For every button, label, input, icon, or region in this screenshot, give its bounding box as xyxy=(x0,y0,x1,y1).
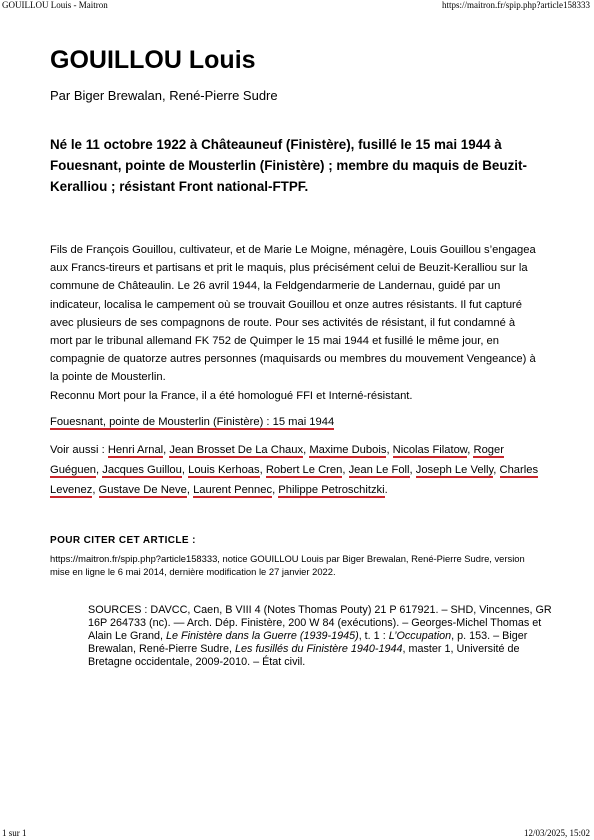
cite-heading: POUR CITER CET ARTICLE : xyxy=(50,535,196,547)
see-also-link[interactable]: Roger Guéguen xyxy=(50,443,504,477)
article-authors: Par Biger Brewalan, René-Pierre Sudre xyxy=(50,88,278,103)
see-also-section: Voir aussi : Henri Arnal, Jean Brosset De La Chaux, Maxime Dubois, Nicolas Filatow, Roger Guéguen, Jacques Guillou, Louis Kerhoas, Robert Le Cren, Jean Le Foll, Joseph Le Velly, Charles Levenez, Gustave De Neve, Laurent Pennec, Philippe Petroschitzki. xyxy=(50,443,539,497)
execution-place-link[interactable]: Fouesnant, pointe de Mousterlin (Finistère) : 15 mai 1944 xyxy=(50,415,335,428)
see-also-link[interactable]: Jacques Guillou xyxy=(102,464,182,477)
sources-text: , t. 1 : xyxy=(358,630,389,642)
print-footer-page: 1 sur 1 xyxy=(2,828,27,838)
see-also-link[interactable]: Henri Arnal xyxy=(107,443,164,456)
see-also-link[interactable]: Joseph Le Velly xyxy=(415,464,494,477)
see-also-link[interactable]: Robert Le Cren xyxy=(265,464,343,477)
article xyxy=(50,44,540,578)
see-also-link[interactable]: Jean Le Foll xyxy=(348,464,410,477)
see-also-link[interactable]: Jean Brosset De La Chaux xyxy=(169,443,304,456)
sources-text: SOURCES : DAVCC, Caen, B VIII 4 (Notes Thomas Pouty) 21 P 617921. – SHD, Vincennes, GR 16P 264733 (nc). — Arch. Dép. Finistère, 200 W 84 (exécutions). – Georges-Michel Thomas et Alain Le Grand, xyxy=(88,604,552,642)
see-also-link[interactable]: Charles Levenez xyxy=(50,464,539,497)
sources-block xyxy=(88,604,558,669)
article-biography xyxy=(50,241,540,405)
see-also-link[interactable]: Nicolas Filatow xyxy=(392,443,468,456)
print-header-title: GOUILLOU Louis - Maitron xyxy=(2,0,108,10)
see-also-link[interactable]: Maxime Dubois xyxy=(309,443,387,456)
sources-title: L’Occupation xyxy=(388,630,452,642)
sources-text: , p. 153. – Biger Brewalan, René-Pierre Sudre, xyxy=(88,630,528,655)
place-section xyxy=(50,413,540,431)
page-title: GOUILLOU Louis xyxy=(50,46,256,74)
print-footer-date: 12/03/2025, 15:02 xyxy=(523,828,590,838)
biography-paragraph: Reconnu Mort pour la France, il a été homologué FFI et Interné-résistant. xyxy=(50,389,413,402)
biography-paragraph: Fils de François Gouillou, cultivateur, et de Marie Le Moigne, ménagère, Louis Gouillou s’engagea aux Francs-tireurs et partisans et prit le maquis, plus précisément celui de Beuzit-Keralliou sur la commune de Châteaulin. Le 26 avril 1944, la Feldgendarmerie de Landernau, guidé par un indicateur, localisa le campement où se trouvait Gouillou et onze autres résistants. Il fut capturé avec plusieurs de ses compagnons de route. Pour ses activités de résistant, il fut condamné à mort par le tribunal allemand FK 752 de Quimper le 15 mai 1944 et fusillé le même jour, en compagnie de quatorze autres personnes (maquisards ou membres du mouvement Vengeance) à la pointe de Mousterlin. xyxy=(50,244,536,384)
see-also-link[interactable]: Philippe Petroschitzki xyxy=(278,484,385,497)
cite-text: https://maitron.fr/spip.php?article158333, notice GOUILLOU Louis par Biger Brewalan, René-Pierre Sudre, version mise en ligne le 6 mai 2014, dernière modification le 27 janvier 2022. xyxy=(50,553,525,578)
see-also-link[interactable]: Laurent Pennec xyxy=(193,484,273,497)
sources-title: Les fusillés du Finistère 1940-1944 xyxy=(235,643,403,655)
see-also-link[interactable]: Gustave De Neve xyxy=(98,484,187,497)
sources-title: Le Finistère dans la Guerre (1939-1945) xyxy=(166,630,359,642)
sources-text: , master 1, Université de Bretagne occidentale, 2009-2010. – État civil. xyxy=(88,643,520,668)
article-lead: Né le 11 octobre 1922 à Châteauneuf (Finistère), fusillé le 15 mai 1944 à Fouesnant, pointe de Mousterlin (Finistère) ; membre du maquis de Beuzit-Keralliou ; résistant Front national-FTPF. xyxy=(50,137,527,194)
see-also-link[interactable]: Louis Kerhoas xyxy=(188,464,260,477)
see-also-label: Voir aussi : xyxy=(50,443,105,456)
print-header-url: https://maitron.fr/spip.php?article158333 xyxy=(442,0,590,10)
